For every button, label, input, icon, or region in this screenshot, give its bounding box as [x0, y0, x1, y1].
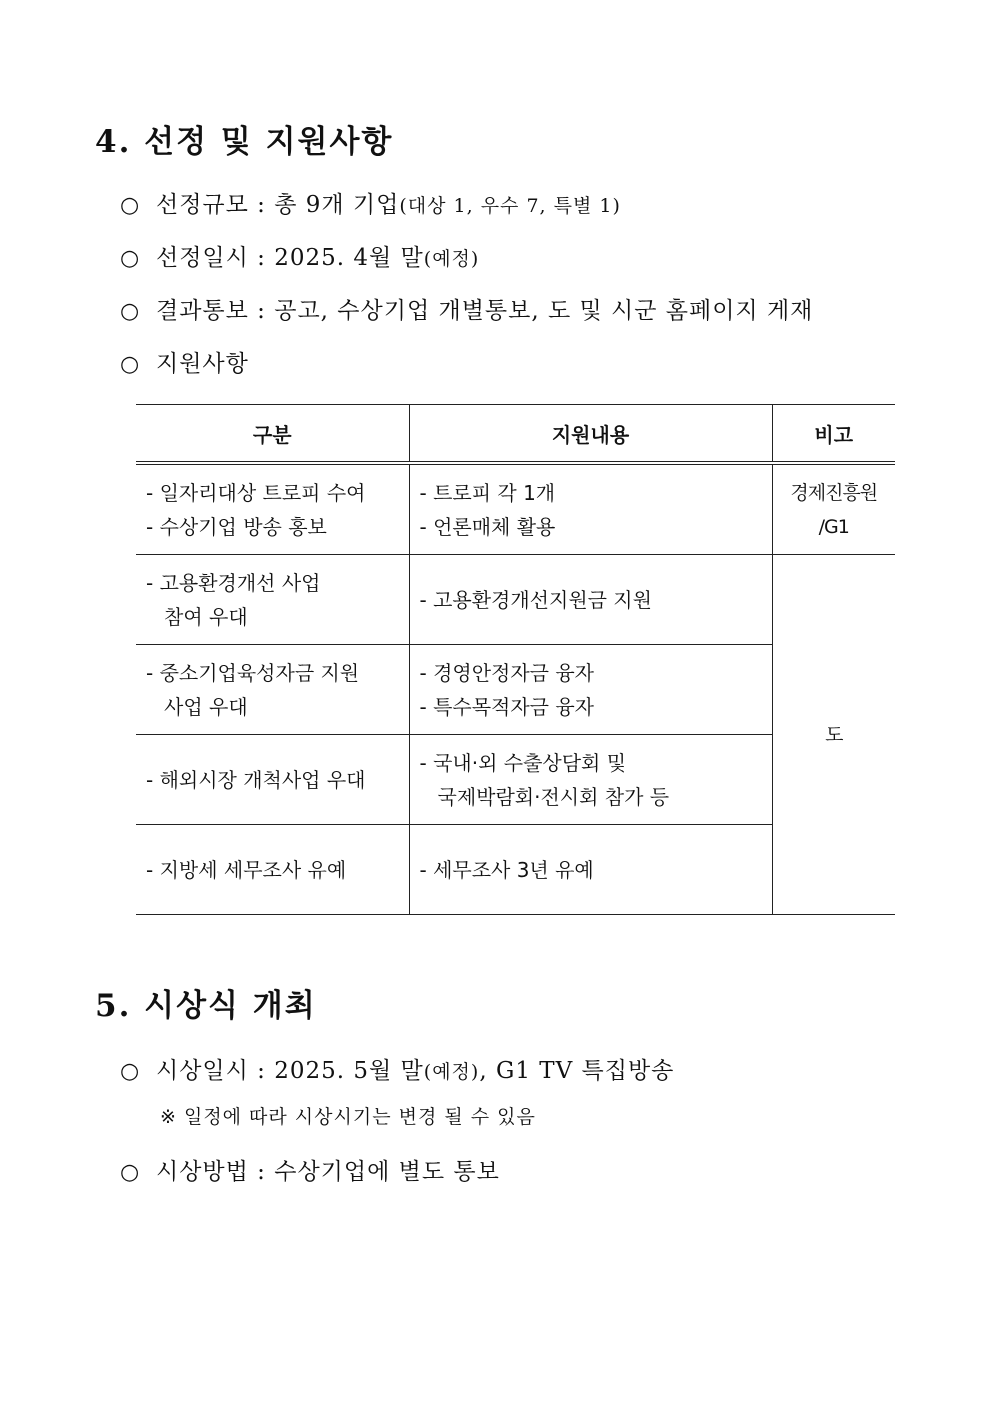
- content-line: - 세무조사 3년 유예: [419, 857, 594, 882]
- selection-scale-detail: (대상 1, 우수 7, 특별 1): [399, 195, 621, 217]
- support-items-item: [120, 345, 249, 378]
- table-header-row: [136, 405, 895, 464]
- content-line: 국제박람회·전시회 참가 등: [437, 784, 670, 809]
- content-line: - 트로피 각 1개: [419, 480, 556, 505]
- category-cell: [136, 825, 409, 915]
- content-line: - 고용환경개선지원금 지원: [419, 587, 652, 612]
- circle-bullet-icon: ○: [120, 299, 141, 324]
- section-4-title: 4. 선정 및 지원사항: [95, 124, 394, 160]
- shared-remark-cell: 도: [772, 555, 895, 915]
- support-table: [136, 404, 895, 915]
- selection-scale-item: [120, 186, 621, 219]
- circle-bullet-icon: ○: [120, 246, 141, 271]
- category-line: - 수상기업 방송 홍보: [146, 514, 327, 539]
- selection-date-item: [120, 239, 479, 272]
- selection-date-detail: (예정): [423, 248, 480, 270]
- header-remark: 비고: [772, 405, 895, 464]
- content-line: - 경영안정자금 융자: [419, 660, 594, 685]
- table-row: [136, 555, 895, 645]
- content-cell: [409, 463, 772, 555]
- circle-bullet-icon: ○: [120, 352, 141, 377]
- category-line: - 고용환경개선 사업: [146, 570, 321, 595]
- category-line: - 해외시장 개척사업 우대: [146, 767, 366, 792]
- content-line: - 언론매체 활용: [419, 514, 556, 539]
- selection-scale-label: 선정규모 : 총 9개 기업: [156, 192, 400, 218]
- category-line: - 중소기업육성자금 지원: [146, 660, 360, 685]
- category-line: 사업 우대: [164, 694, 248, 719]
- remark-cell: [772, 463, 895, 555]
- ceremony-date-item: [120, 1052, 674, 1085]
- result-notice-label: 결과통보 : 공고, 수상기업 개별통보, 도 및 시군 홈페이지 게재: [156, 298, 814, 324]
- content-cell: [409, 825, 772, 915]
- content-line: - 국내·외 수출상담회 및: [419, 750, 627, 775]
- schedule-change-note: ※ 일정에 따라 시상시기는 변경 될 수 있음: [160, 1106, 536, 1128]
- category-line: - 지방세 세무조사 유예: [146, 857, 347, 882]
- category-cell: [136, 735, 409, 825]
- ceremony-method-item: [120, 1153, 500, 1186]
- circle-bullet-icon: ○: [120, 1059, 141, 1084]
- category-line: - 일자리대상 트로피 수여: [146, 480, 366, 505]
- header-content: 지원내용: [409, 405, 772, 464]
- remark-line: 경제진흥원: [790, 481, 878, 504]
- ceremony-date-detail: (예정): [423, 1061, 480, 1083]
- content-line: - 특수목적자금 융자: [419, 694, 594, 719]
- category-cell: [136, 555, 409, 645]
- category-cell: [136, 645, 409, 735]
- support-items-label: 지원사항: [156, 351, 249, 377]
- ceremony-method-label: 시상방법 : 수상기업에 별도 통보: [156, 1159, 500, 1185]
- category-cell: [136, 463, 409, 555]
- table-row: [136, 463, 895, 555]
- selection-date-label: 선정일시 : 2025. 4월 말: [156, 245, 424, 271]
- content-cell: [409, 735, 772, 825]
- ceremony-date-label: 시상일시 : 2025. 5월 말: [156, 1058, 424, 1084]
- section-5-title: 5. 시상식 개최: [95, 988, 317, 1024]
- circle-bullet-icon: ○: [120, 193, 141, 218]
- circle-bullet-icon: ○: [120, 1160, 141, 1185]
- ceremony-date-broadcast: , G1 TV 특집방송: [479, 1058, 675, 1084]
- category-line: 참여 우대: [164, 604, 248, 629]
- content-cell: [409, 555, 772, 645]
- remark-line: /G1: [818, 515, 849, 538]
- content-cell: [409, 645, 772, 735]
- header-category: 구분: [136, 405, 409, 464]
- result-notice-item: [120, 292, 813, 325]
